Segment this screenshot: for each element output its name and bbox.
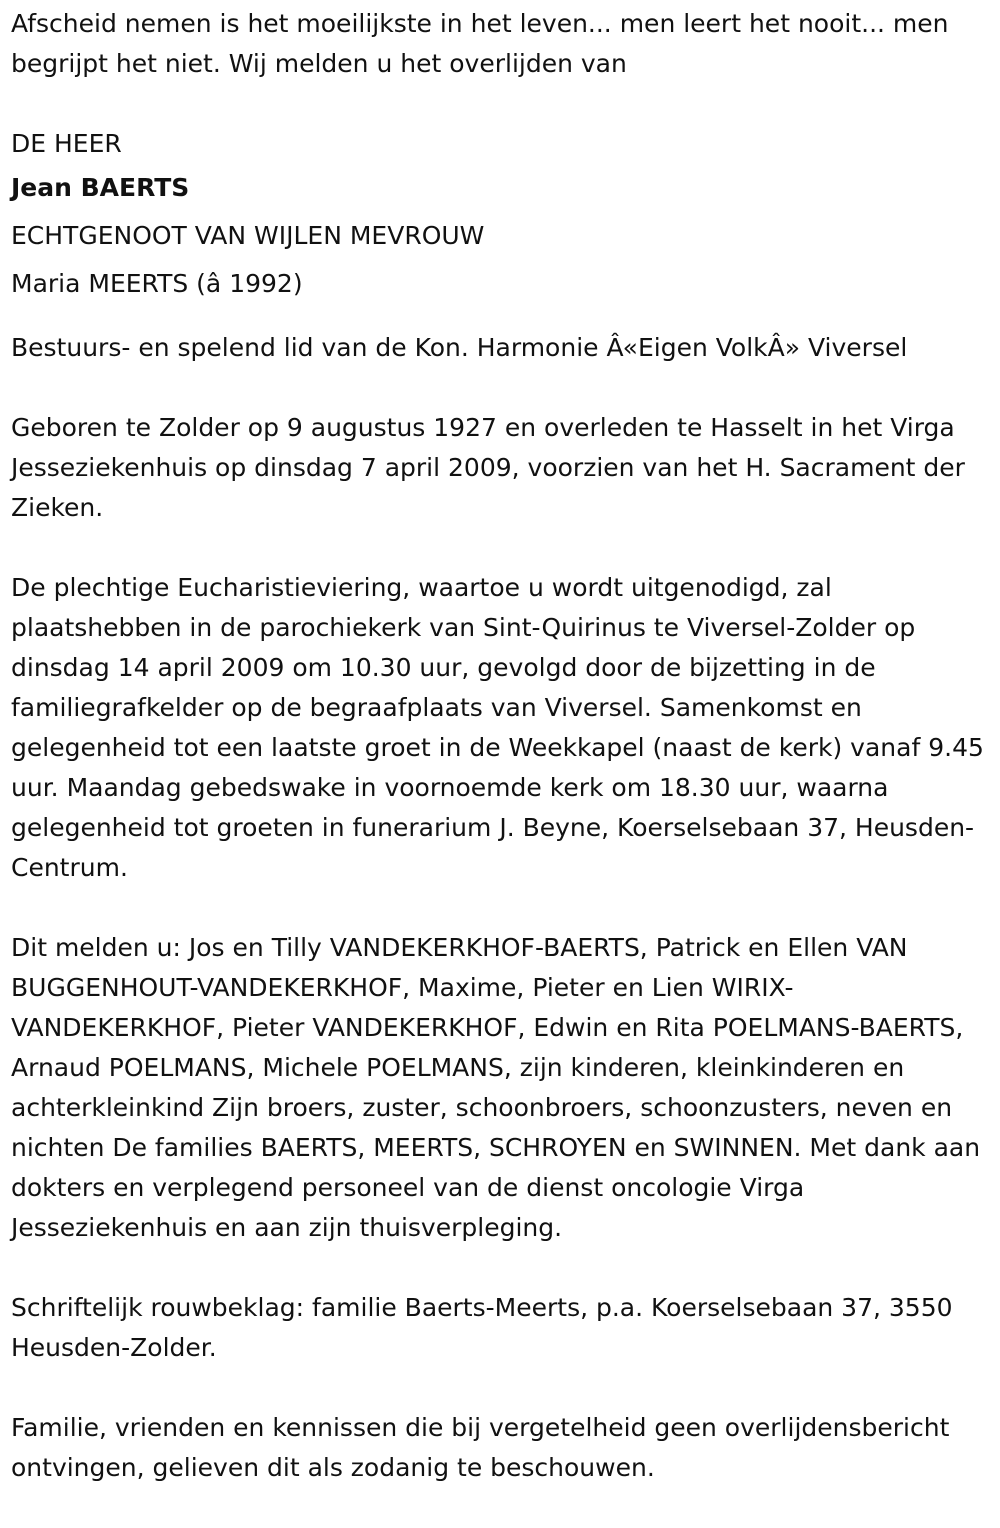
- intro-paragraph: Afscheid nemen is het moeilijkste in het leven... men leert het nooit... men begrijpt het niet. Wij melden u het overlijden van: [11, 9, 949, 78]
- announcers-paragraph: Dit melden u: Jos en Tilly VANDEKERKHOF-BAERTS, Patrick en Ellen VAN BUGGENHOUT-VANDEKERKHOF, Maxime, Pieter en Lien WIRIX-VANDEKERKHOF, Pieter VANDEKERKHOF, Edwin en Rita POELMANS-BAERTS, Arnaud POELMANS, Michele POELMANS, zijn kinderen, kleinkinderen en achterkleinkind Zijn broers, zuster, schoonbroers, schoonzusters, neven en nichten De families BAERTS, MEERTS, SCHROYEN en SWINNEN. Met dank aan dokters en verplegend personeel van de dienst oncologie Virga Jesseziekenhuis en aan zijn thuisverpleging.: [11, 933, 981, 1242]
- birth-death-paragraph: Geboren te Zolder op 9 augustus 1927 en overleden te Hasselt in het Virga Jesseziekenhuis op dinsdag 7 april 2009, voorzien van het H. Sacrament der Zieken.: [11, 413, 965, 522]
- closing-paragraph: Familie, vrienden en kennissen die bij vergetelheid geen overlijdensbericht ontvingen, gelieven dit als zodanig te beschouwen.: [11, 1413, 950, 1482]
- spouse-name: Maria MEERTS (â 1992): [11, 269, 303, 298]
- deceased-heading: [11, 124, 996, 308]
- spouse-label: ECHTGENOOT VAN WIJLEN MEVROUW: [11, 221, 485, 250]
- deceased-name: Jean BAERTS: [11, 173, 190, 202]
- obituary-document: [11, 4, 996, 1528]
- membership-paragraph: Bestuurs- en spelend lid van de Kon. Harmonie Â«Eigen VolkÂ» Viversel: [11, 333, 908, 362]
- title: DE HEER: [11, 129, 122, 158]
- ceremony-paragraph: De plechtige Eucharistieviering, waartoe u wordt uitgenodigd, zal plaatshebben in de parochiekerk van Sint-Quirinus te Viversel-Zolder op dinsdag 14 april 2009 om 10.30 uur, gevolgd door de bijzetting in de familiegrafkelder op de begraafplaats van Viversel. Samenkomst en gelegenheid tot een laatste groet in de Weekkapel (naast de kerk) vanaf 9.45 uur. Maandag gebedswake in voornoemde kerk om 18.30 uur, waarna gelegenheid tot groeten in funerarium J. Beyne, Koerselsebaan 37, Heusden-Centrum.: [11, 573, 984, 882]
- condolences-paragraph: Schriftelijk rouwbeklag: familie Baerts-Meerts, p.a. Koerselsebaan 37, 3550 Heusden-Zolder.: [11, 1293, 953, 1362]
